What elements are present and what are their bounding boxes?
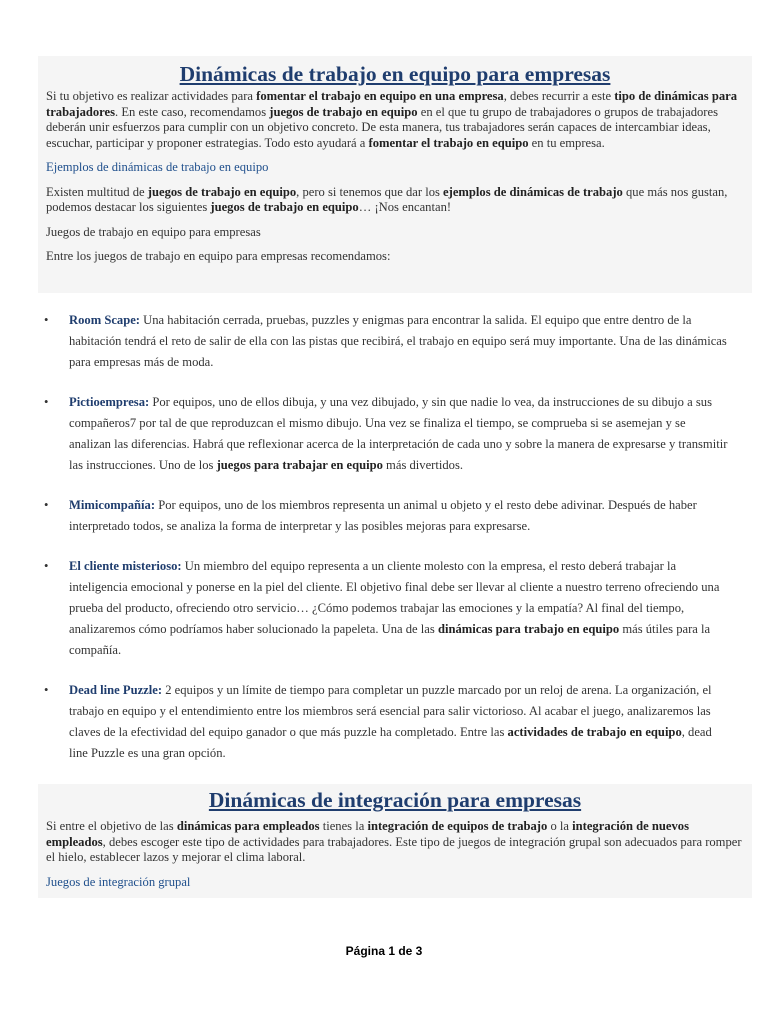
intro-paragraph	[46, 89, 744, 151]
text-run: que más nos gustan, podemos destacar los siguientes	[46, 184, 728, 214]
examples-paragraph	[46, 185, 744, 216]
list-item	[40, 556, 730, 661]
text-run: , debes recurrir a este	[503, 89, 615, 103]
text-run: Si tu objetivo es realizar actividades para	[46, 89, 257, 103]
text-run: … ¡Nos encantan!	[358, 200, 452, 214]
item-term: Pictioempresa:	[69, 395, 150, 409]
subheading: Juegos de integración grupal	[46, 874, 191, 889]
subheading: Ejemplos de dinámicas de trabajo en equipo	[46, 160, 269, 174]
bold-run: fomentar el trabajo en equipo	[368, 135, 529, 150]
text-run: Si entre el objetivo de las	[46, 819, 177, 833]
bold-run: juegos de trabajo en equipo	[269, 104, 418, 119]
item-term: Room Scape:	[69, 313, 141, 327]
bold-run: ejemplos de dinámicas de trabajo	[443, 184, 623, 199]
item-text: 2 equipos y un límite de tiempo para completar un puzzle marcado por un reloj de arena. La organización, el trabajo en equipo y el entendimiento entre los miembros será esencial para salir victorioso. Al acabar el juego, analizaremos las claves de la efectividad del equipo ganador o que más puzzle ha completado. Entre las	[69, 683, 712, 739]
bullet: •	[44, 313, 49, 327]
list-item	[40, 495, 730, 537]
section-dinamicas-integracion	[38, 784, 752, 898]
bold-run: fomentar el trabajo en equipo en una empresa	[256, 89, 504, 103]
games-heading-paragraph: Juegos de trabajo en equipo para empresas	[46, 224, 261, 239]
section-title: Dinámicas de trabajo en equipo para empresas	[179, 62, 611, 86]
bold-run: juegos de trabajo en equipo	[210, 200, 359, 214]
bold-run: dinámicas para empleados	[176, 819, 320, 833]
page-footer: Página 1 de 3	[345, 944, 423, 958]
item-text: Por equipos, uno de ellos dibuja, y una vez dibujado, y sin que nadie lo vea, da instrucciones de su dibujo a sus compañeros7 por tal de que reproduzcan el mismo dibujo. Una vez se finaliza el tiempo, se comprueba si se asemejan y se analizan las diferencias. Habrá que reflexionar acerca de la interpretación de cada uno y sobre la manera de expresarse y transmitir las instrucciones. Uno de los	[69, 395, 728, 472]
recommend-paragraph: Entre los juegos de trabajo en equipo para empresas recomendamos:	[46, 249, 391, 263]
bullet: •	[44, 683, 49, 697]
text-run: . En este caso, recomendamos	[115, 104, 270, 119]
item-bold: dinámicas para trabajo en equipo	[437, 622, 620, 636]
item-text: Un miembro del equipo representa a un cliente molesto con la empresa, el resto deberá trabajar la inteligencia emocional y ponerse en la piel del cliente. El objetivo final debe ser llevar al cliente a nuestro terreno ofreciendo una prueba del producto, ofreciendo otro servicio… ¿Cómo podemos trabajar las emociones y la empatía? Al final del tiempo, analizaremos cómo podríamos haber solucionado la papeleta. Una de las	[69, 559, 720, 636]
item-text: Por equipos, uno de los miembros representa un animal u objeto y el resto debe adivinar. Después de haber interpretado todos, se analiza la forma de interpretar y las posibles mejoras para expresarse.	[69, 498, 697, 533]
item-text: , dead line Puzzle es una gran opción.	[69, 725, 712, 760]
item-term: Dead line Puzzle:	[69, 683, 163, 697]
games-list	[40, 310, 730, 783]
item-term: El cliente misterioso:	[69, 559, 182, 573]
bold-run: integración de nuevos empleados	[46, 819, 689, 849]
text-run: , debes escoger este tipo de actividades para trabajadores. Este tipo de juegos de integración grupal son adecuados para romper el hielo, establecer lazos y mejorar el clima laboral.	[46, 834, 742, 864]
intro-paragraph	[46, 819, 744, 866]
text-run: en tu empresa.	[528, 135, 605, 150]
text-run: Existen multitud de	[46, 184, 148, 199]
list-item	[40, 680, 730, 764]
section-dinamicas-trabajo	[38, 56, 752, 293]
bold-run: integración de equipos de trabajo	[367, 819, 548, 833]
item-text: Una habitación cerrada, pruebas, puzzles y enigmas para encontrar la salida. El equipo que entre dentro de la habitación tendrá el reto de salir de ella con las pistas que recibirá, el trabajo en equipo será muy importante. Una de las dinámicas para empresas más de moda.	[69, 313, 727, 369]
item-term: Mimicompañía:	[69, 498, 156, 512]
item-text: más divertidos.	[382, 458, 464, 472]
list-item	[40, 392, 730, 476]
item-bold: actividades de trabajo en equipo	[507, 725, 682, 739]
bold-run: juegos de trabajo en equipo	[147, 184, 297, 199]
bold-run: tipo de dinámicas para trabajadores	[46, 89, 738, 119]
text-run: tienes la	[319, 819, 368, 833]
item-text: más útiles para la compañía.	[69, 622, 711, 657]
text-run: en el que tu grupo de trabajadores o grupos de trabajadores deberán unir esfuerzos para cumplir con un objetivo concreto. De esta manera, tus trabajadores serán capaces de intercambiar ideas, escuchar, participar y proponer estrategias. Todo esto ayudará a	[46, 104, 718, 150]
bullet: •	[44, 498, 49, 512]
bullet: •	[44, 559, 49, 573]
text-run: o la	[547, 819, 573, 833]
item-bold: juegos para trabajar en equipo	[216, 458, 383, 472]
text-run: , pero si tenemos que dar los	[296, 184, 444, 199]
list-item	[40, 310, 730, 373]
bullet: •	[44, 395, 49, 409]
section-title: Dinámicas de integración para empresas	[208, 788, 582, 812]
